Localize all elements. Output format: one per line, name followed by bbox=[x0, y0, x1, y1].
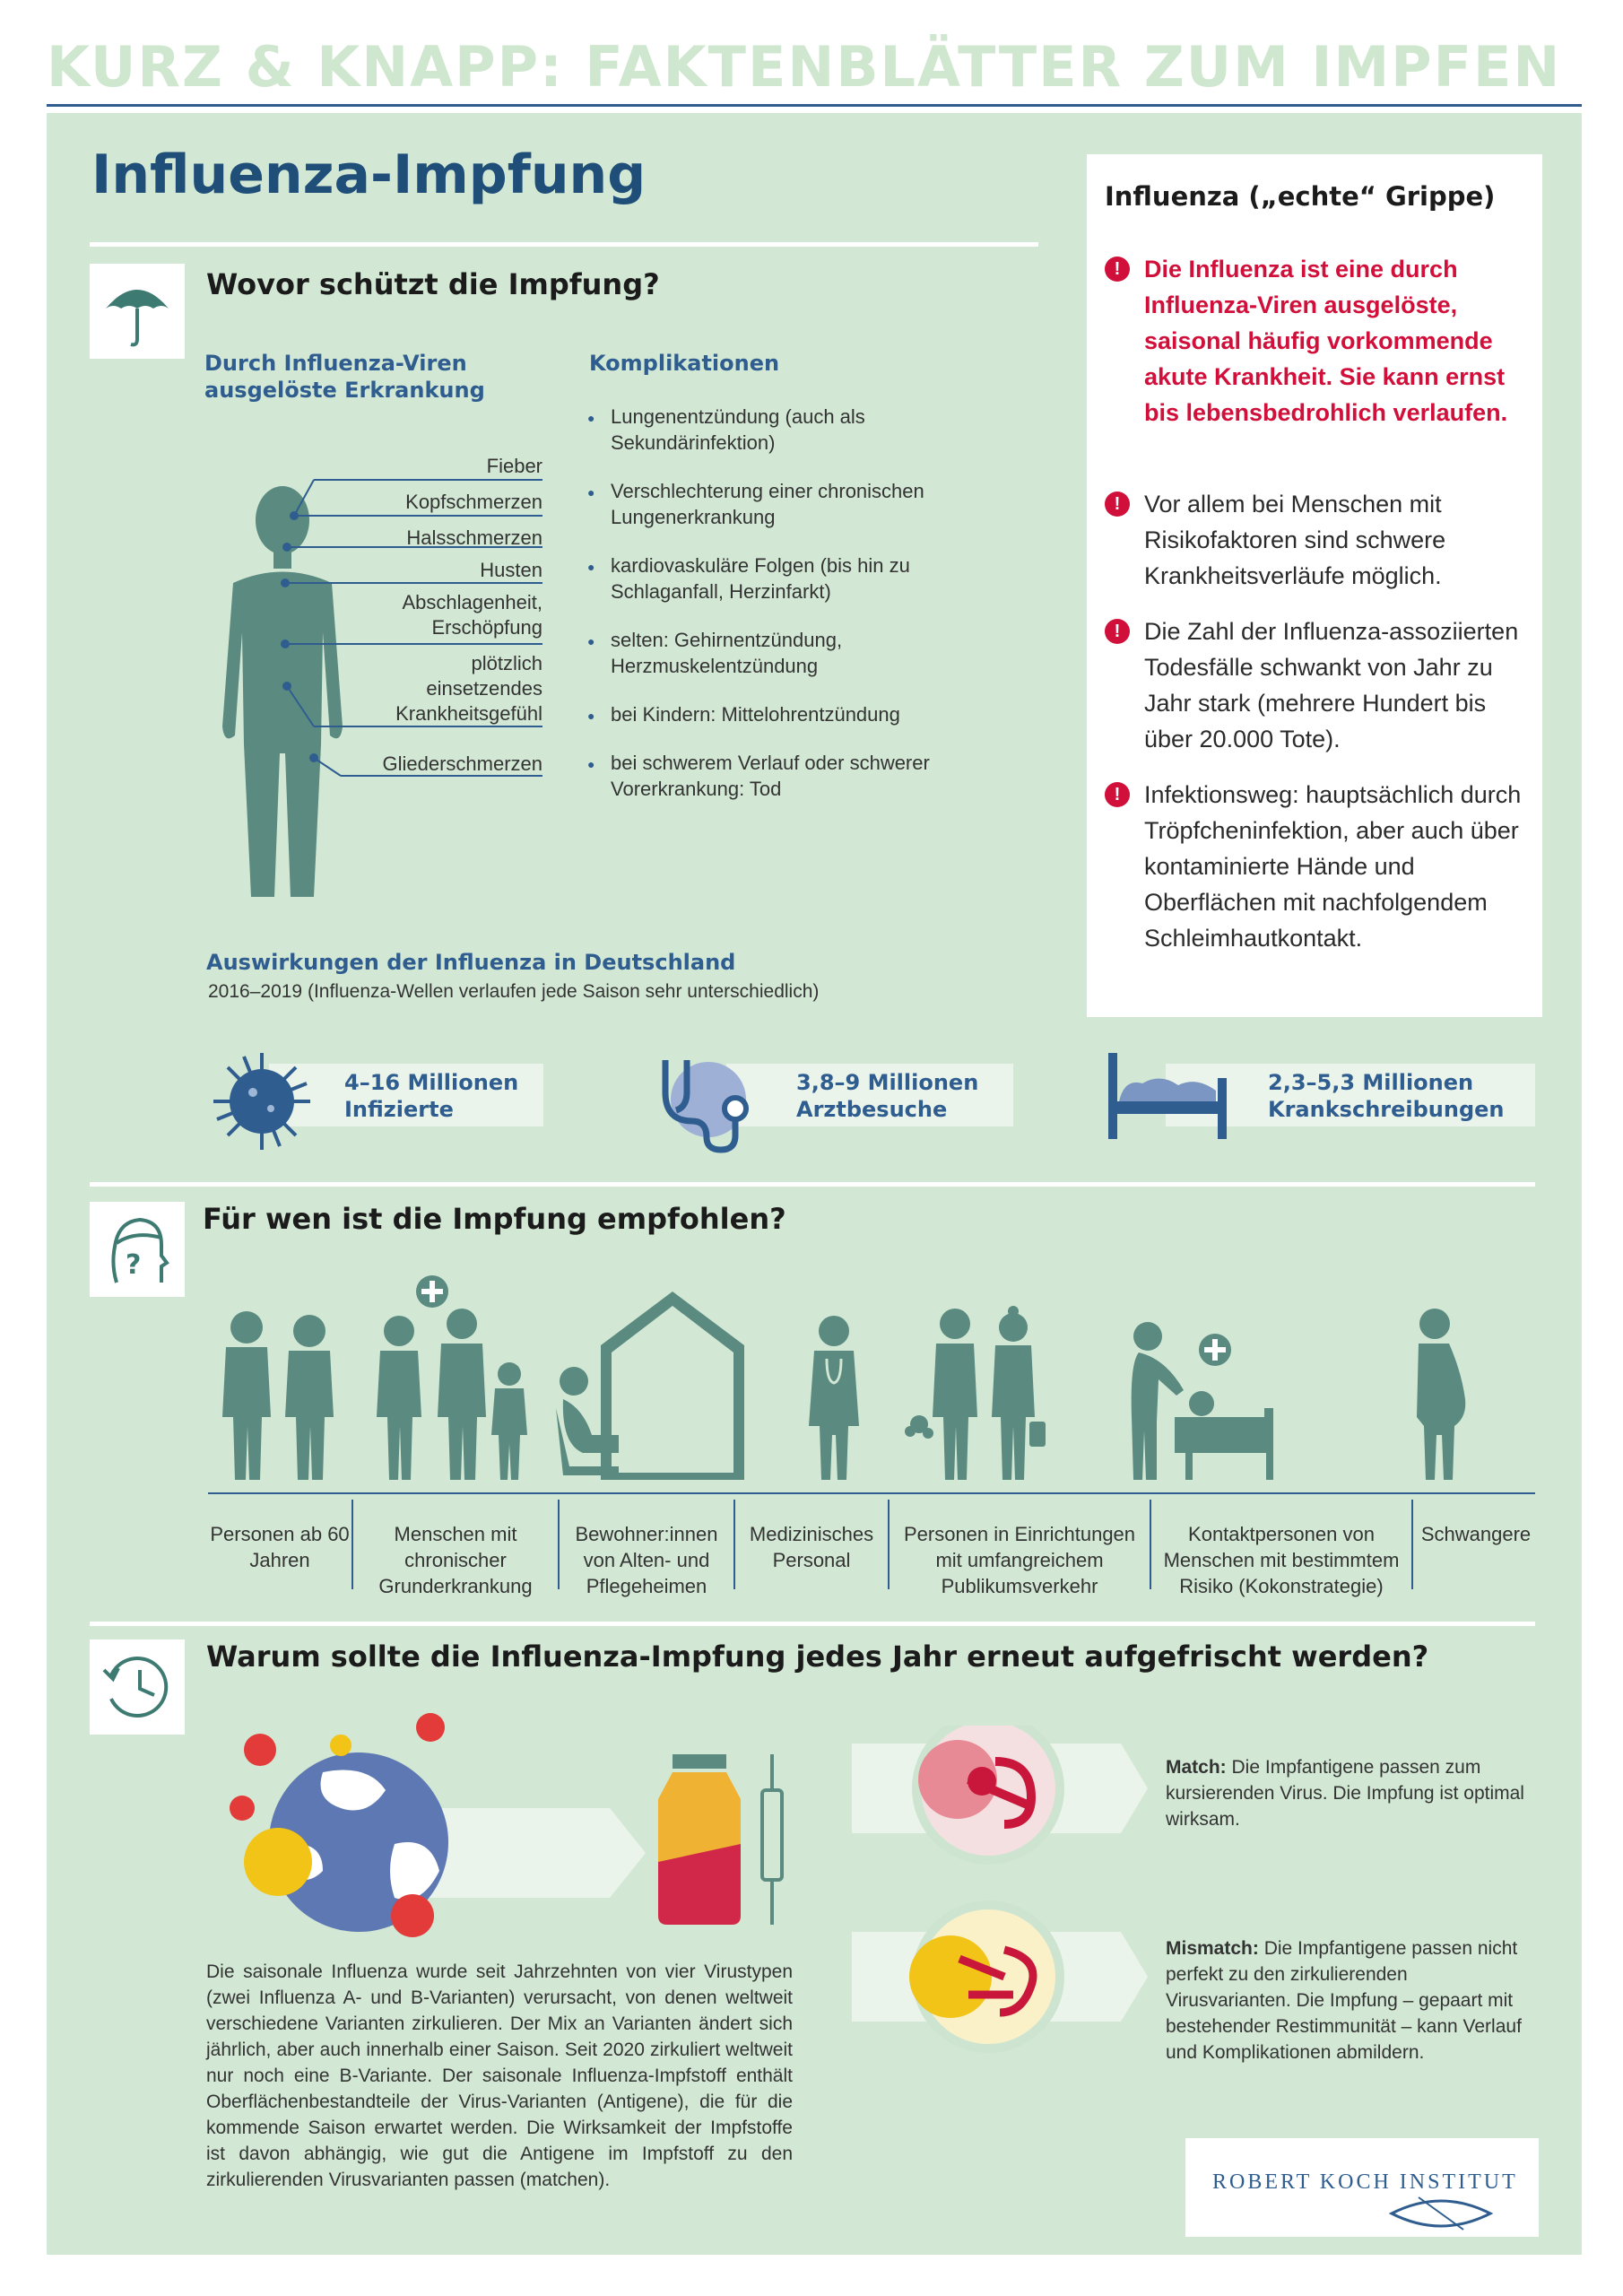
list-item: ● selten: Gehirnentzündung, Herzmuskelentzündung bbox=[611, 627, 946, 679]
info-sidebar bbox=[1087, 154, 1542, 1017]
list-item: ● bei schwerem Verlauf oder schwerer Vorerkrankung: Tod bbox=[611, 750, 946, 802]
target-groups-illustration bbox=[206, 1274, 1515, 1489]
alert-icon: ! bbox=[1105, 782, 1130, 807]
divider bbox=[90, 242, 1038, 247]
symptom-sore-throat: Halsschmerzen bbox=[406, 526, 542, 549]
section-heading-protection: Wovor schützt die Impfung? bbox=[206, 267, 660, 301]
impact-subtitle: 2016–2019 (Influenza-Wellen verlaufen jede Saison sehr unterschiedlich) bbox=[208, 981, 820, 1002]
illness-heading: Durch Influenza-Viren ausgelöste Erkrankung bbox=[204, 351, 485, 403]
clock-refresh-icon bbox=[90, 1639, 185, 1735]
chronic-illness-icon bbox=[377, 1275, 527, 1480]
sidebar-title: Influenza („echte“ Grippe) bbox=[1105, 181, 1496, 212]
list-item: ● kardiovaskuläre Folgen (bis hin zu Schlaganfall, Herzinfarkt) bbox=[611, 552, 946, 604]
stethoscope-icon bbox=[653, 1048, 760, 1155]
group-divider bbox=[1150, 1500, 1151, 1589]
group-divider bbox=[352, 1500, 353, 1589]
list-item: ● Lungenentzündung (auch als Sekundärinfektion) bbox=[611, 404, 946, 456]
alert-icon: ! bbox=[1105, 257, 1130, 282]
sidebar-item: ! Die Zahl der Influenza-assoziierten Todesfälle schwankt von Jahr zu Jahr stark (mehrere Hundert bis über 20.000 Tote). bbox=[1105, 613, 1526, 757]
group-divider bbox=[733, 1500, 735, 1589]
group-label-medical: Medizinisches Personal bbox=[749, 1523, 874, 1571]
antigen-match-diagrams bbox=[852, 1726, 1157, 2066]
impact-heading: Auswirkungen der Influenza in Deutschland bbox=[206, 950, 736, 975]
group-divider bbox=[888, 1500, 890, 1589]
globe-vaccine-illustration bbox=[188, 1709, 816, 1943]
umbrella-icon bbox=[90, 264, 185, 359]
group-label-contact: Kontaktpersonen von Menschen mit bestimmtem Risiko (Kokonstrategie) bbox=[1163, 1523, 1400, 1597]
group-label-public: Personen in Einrichtungen mit umfangreichem Publikumsverkehr bbox=[903, 1523, 1136, 1597]
divider bbox=[90, 1182, 1535, 1187]
umbrella-icon-box bbox=[90, 264, 185, 359]
group-label-pregnant: Schwangere bbox=[1420, 1523, 1532, 1545]
groups-rule bbox=[208, 1492, 1535, 1494]
symptom-fatigue: Abschlagenheit, Erschöpfung bbox=[402, 591, 542, 639]
page-title: Influenza-Impfung bbox=[91, 144, 647, 206]
sidebar-item: ! Die Influenza ist eine durch Influenza-Viren ausgelöste, saisonal häufig vorkommende akute Krankheit. Sie kann ernst bis lebensbedrohlich verlaufen. bbox=[1105, 251, 1526, 430]
mismatch-description: Mismatch: Die Impfantigene passen nicht perfekt zu den zirkulierenden Virusvarianten. Die Impfung – gepaart mit bestehender Restimmunität – kann Verlauf und Komplikationen abmildern. bbox=[1166, 1938, 1522, 2063]
rki-logo-text: ROBERT KOCH INSTITUT bbox=[1212, 2170, 1518, 2194]
alert-icon: ! bbox=[1105, 491, 1130, 517]
complications-list bbox=[587, 404, 946, 824]
complications-heading: Komplikationen bbox=[589, 351, 780, 376]
series-header: KURZ & KNAPP: FAKTENBLÄTTER ZUM IMPFEN bbox=[47, 34, 1562, 100]
virus-icon bbox=[208, 1048, 316, 1155]
yearly-explanation: Die saisonale Influenza wurde seit Jahrzehnten von vier Virustypen (zwei Influenza A- und B-Varianten) verursacht, von denen weltweit verschiedene Varianten zirkulieren. Der Mix an Varianten ändert sich jährlich, aber auch innerhalb einer Saison. Seit 2020 zirkuliert weltweit nur noch eine B-Variante. Der saisonale Influenza-Impfstoff enthält Oberflächenbestandteile der Virus-Varianten (Antigene), die für die kommende Saison erwartet werden. Die Wirksamkeit der Impfstoffe ist davon abhängig, wie gut die Antigene im Impfstoff zu den zirkulierenden Virusvarianten passen (matchen). bbox=[206, 1961, 793, 2190]
contact-person-icon bbox=[1132, 1322, 1273, 1480]
bed-icon bbox=[1107, 1051, 1228, 1141]
symptom-sudden-illness: plötzlich einsetzendes Krankheitsgefühl bbox=[395, 652, 542, 725]
match-description: Match: Die Impfantigene passen zum kursierenden Virus. Die Impfung ist optimal wirksam. bbox=[1166, 1757, 1524, 1830]
list-item: ● Verschlechterung einer chronischen Lungenerkrankung bbox=[611, 478, 946, 530]
vaccine-vial-icon bbox=[658, 1754, 782, 1925]
rki-logo bbox=[1185, 2138, 1539, 2237]
medical-staff-icon bbox=[809, 1316, 859, 1480]
stat-infected: 4–16 Millionen Infizierte bbox=[344, 1070, 519, 1122]
sidebar-item: ! Vor allem bei Menschen mit Risikofaktoren sind schwere Krankheitsverläufe möglich. bbox=[1105, 486, 1526, 594]
person-question-icon-box bbox=[90, 1202, 185, 1297]
stat-sick-notes: 2,3–5,3 Millionen Krankschreibungen bbox=[1268, 1070, 1505, 1122]
pregnant-icon bbox=[1417, 1309, 1465, 1480]
divider bbox=[90, 1622, 1535, 1626]
group-label-chronic: Menschen mit chronischer Grunderkrankung bbox=[378, 1523, 533, 1597]
alert-icon: ! bbox=[1105, 619, 1130, 644]
public-facility-icon bbox=[905, 1306, 1046, 1480]
header-rule bbox=[47, 104, 1582, 107]
section-heading-recommended: Für wen ist die Impfung empfohlen? bbox=[203, 1202, 786, 1236]
svg-text:?: ? bbox=[126, 1249, 142, 1281]
rki-logo-icon bbox=[1383, 2194, 1499, 2233]
care-home-icon bbox=[556, 1292, 744, 1480]
symptom-fever: Fieber bbox=[486, 455, 542, 477]
group-divider bbox=[558, 1500, 560, 1589]
symptom-limb-pain: Gliederschmerzen bbox=[382, 752, 542, 775]
stat-doctor-visits: 3,8–9 Millionen Arztbesuche bbox=[796, 1070, 979, 1122]
section-heading-yearly: Warum sollte die Influenza-Impfung jedes Jahr erneut aufgefrischt werden? bbox=[206, 1639, 1429, 1674]
list-item: ● bei Kindern: Mittelohrentzündung bbox=[611, 701, 946, 727]
group-label-care-home: Bewohner:innen von Alten- und Pflegeheimen bbox=[575, 1523, 718, 1597]
person-question-icon bbox=[90, 1202, 185, 1297]
symptom-cough: Husten bbox=[480, 559, 542, 581]
clock-icon-box bbox=[90, 1639, 185, 1735]
group-divider bbox=[1411, 1500, 1413, 1589]
seniors-icon bbox=[222, 1311, 334, 1480]
sidebar-item: ! Infektionsweg: hauptsächlich durch Tröpfcheninfektion, aber auch über kontaminierte Hände und Oberflächen mit nachfolgendem Schleimhautkontakt. bbox=[1105, 777, 1526, 956]
symptom-headache: Kopfschmerzen bbox=[405, 491, 542, 513]
group-label-seniors: Personen ab 60 Jahren bbox=[210, 1523, 350, 1571]
